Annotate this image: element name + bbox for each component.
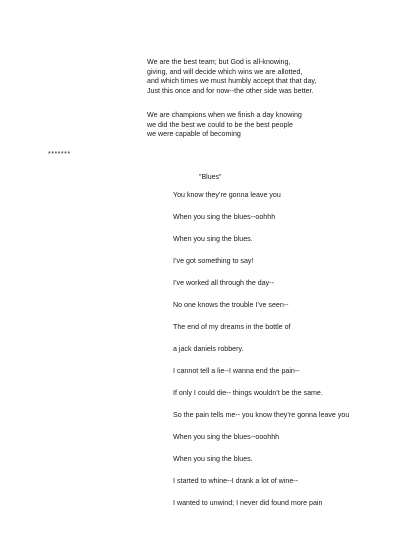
lyric-line: I’ve got something to say! bbox=[173, 257, 254, 265]
lyric-line: You know they’re gonna leave you bbox=[173, 191, 281, 199]
lyric-line: I started to whine--I drank a lot of wine-- bbox=[173, 477, 298, 485]
intro-line: we were capable of becoming bbox=[147, 130, 241, 139]
lyric-line: No one knows the trouble I’ve seen-- bbox=[173, 301, 289, 309]
lyric-line: If only I could die-- things wouldn’t be the same. bbox=[173, 389, 323, 397]
intro-stanza-2 bbox=[147, 111, 302, 140]
lyric-line: a jack daniels robbery. bbox=[173, 345, 244, 353]
intro-line: Just this once and for now--the other side was better. bbox=[147, 86, 314, 95]
intro-line: We are the best team; but God is all-knowing, bbox=[147, 58, 291, 66]
lyric-line: The end of my dreams in the bottle of bbox=[173, 323, 291, 331]
song-title: "Blues" bbox=[199, 174, 222, 181]
lyric-line: I’ve worked all through the day-- bbox=[173, 279, 274, 287]
lyric-line: When you sing the blues. bbox=[173, 235, 253, 243]
lyric-line: I wanted to unwind; I never did found more pain bbox=[173, 499, 323, 507]
intro-line: and which times we must humbly accept that that day, bbox=[147, 77, 317, 86]
intro-line: we did the best we could to be the best people bbox=[147, 120, 293, 129]
intro-line: We are champions when we finish a day knowing bbox=[147, 111, 302, 119]
intro-stanza-1 bbox=[147, 58, 316, 96]
lyric-line: So the pain tells me-- you know they’re gonna leave you bbox=[173, 411, 350, 419]
lyric-line: When you sing the blues. bbox=[173, 455, 253, 463]
lyric-line: When you sing the blues--ooohhh bbox=[173, 433, 280, 441]
lyric-line: I cannot tell a lie--I wanna end the pain-- bbox=[173, 367, 300, 375]
intro-line: giving, and will decide which wins we are allotted, bbox=[147, 67, 303, 76]
section-separator: ******* bbox=[48, 151, 71, 158]
lyric-line: When you sing the blues--oohhh bbox=[173, 213, 276, 221]
